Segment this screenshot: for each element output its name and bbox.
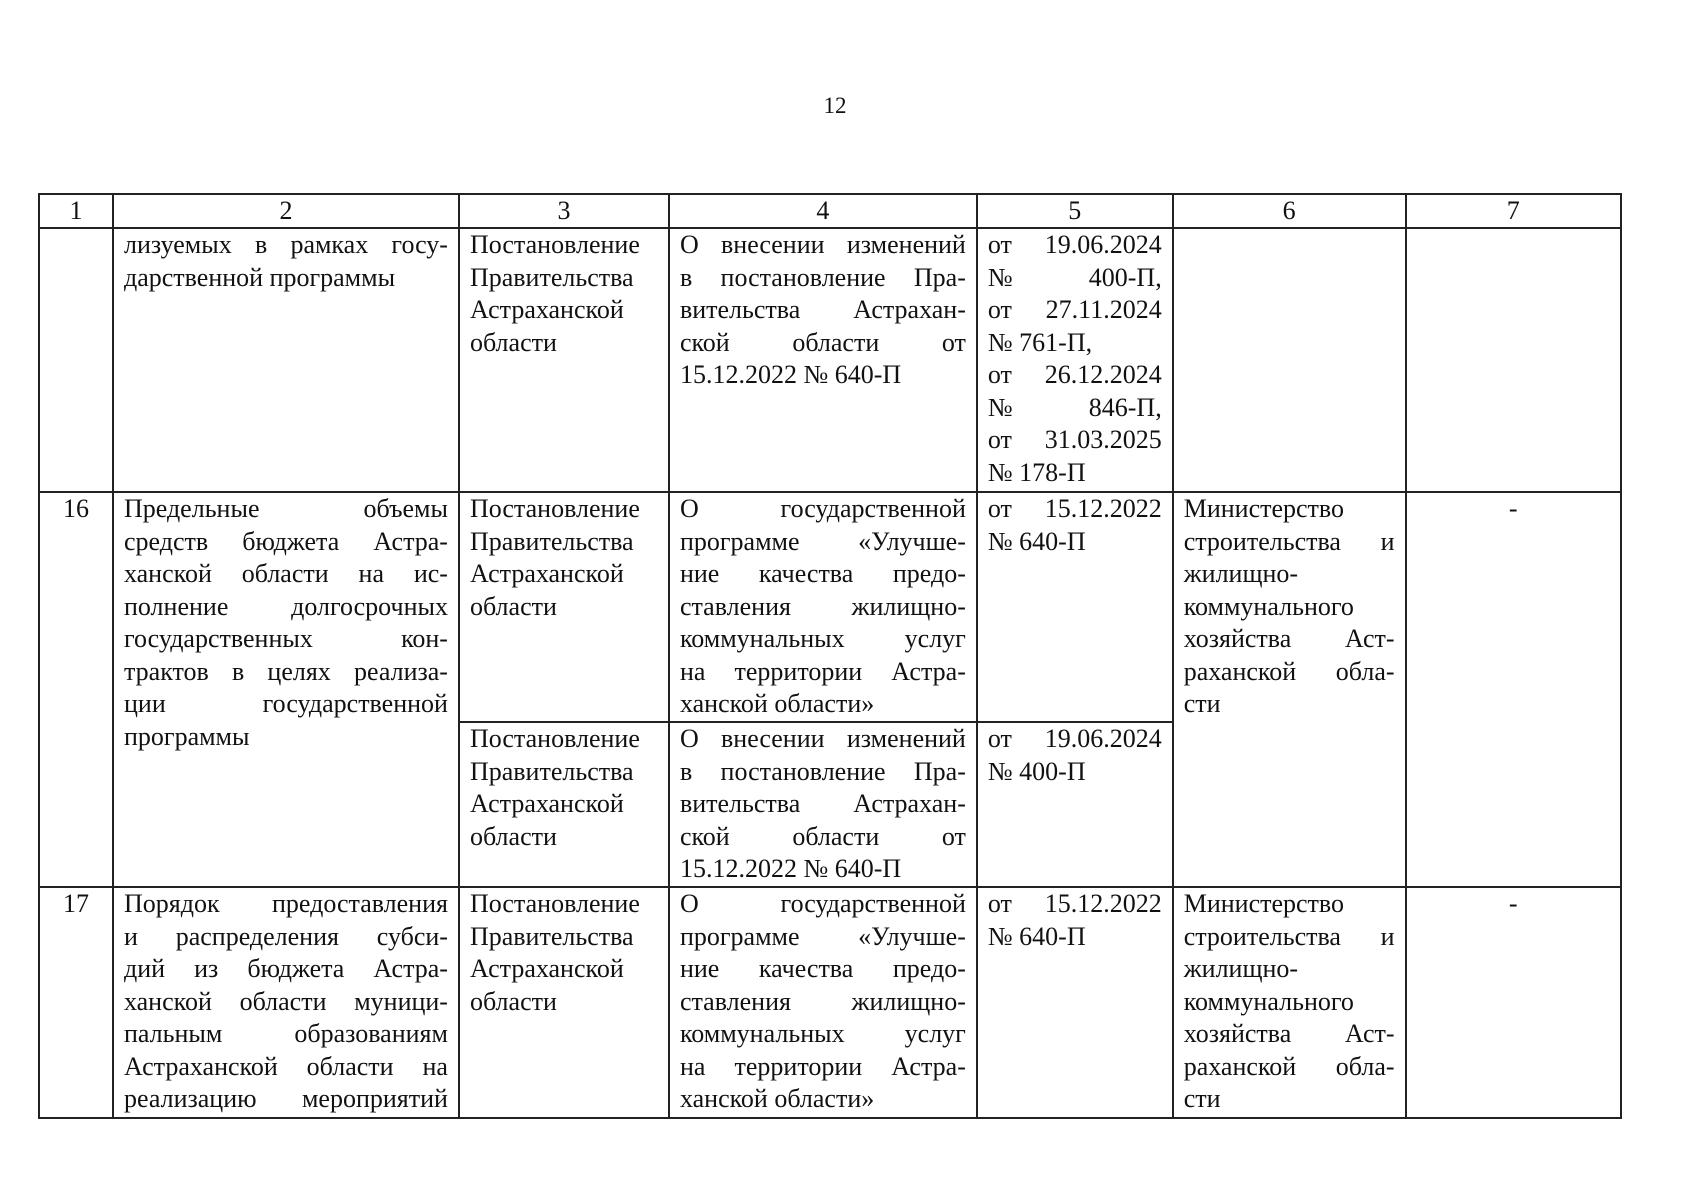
text-line: ханской области на ис- [123,559,448,588]
text-line: хозяйства Аст- [1183,624,1395,653]
text-line: государственных кон- [123,624,448,653]
text-line: ханской области муници- [123,986,448,1016]
text-line: № 400-П [987,756,1086,786]
text-line: Астраханской области на [123,1051,448,1081]
text-line: ской области от [679,821,966,851]
text-line: программы [123,721,250,751]
text-line: трактов в целях реализа- [123,656,448,686]
text-line: Предельные объемы [123,494,448,523]
header-cell-5: 5 [977,194,1173,228]
text-line: жилищно- [1183,559,1299,588]
text-line: Астраханской [469,295,624,324]
header-cell-4: 4 [669,194,977,228]
text-line: на территории Астра- [679,656,966,686]
text-line: вительства Астрахан- [679,295,966,324]
row16b-act-title-cell [669,722,977,887]
table-row-16 [39,492,1621,722]
cont-responsible-cell [1173,228,1406,492]
text-line: О внесении изменений [679,724,966,753]
header-cell-2: 2 [113,194,459,228]
row17-subject-cell [113,887,459,1118]
cont-num-cell [39,228,113,492]
row17-note-cell: - [1406,887,1621,1118]
text-line: средств бюджета Астра- [123,526,448,556]
row16-subject-cell [113,492,459,887]
text-line: хозяйства Аст- [1183,1019,1395,1048]
text-line: сти [1183,689,1221,718]
text-line: программе «Улучше- [679,921,966,951]
text-line: № 640-П [987,921,1086,951]
text-line: № 846-П, [987,392,1162,422]
text-line: дарственной программы [123,262,396,292]
text-line: О государственной [679,889,966,918]
cont-subject-cell [113,228,459,492]
text-line: ние качества предо- [679,954,966,983]
text-line: Астраханской [469,789,624,818]
row17-responsible-cell [1173,887,1406,1118]
header-cell-3: 3 [459,194,669,228]
text-line: сти [1183,1084,1221,1113]
text-line: Правительства [469,756,634,786]
text-line: реализацию мероприятий [123,1084,448,1113]
text-line: и распределения субси- [123,921,448,951]
header-cell-7: 7 [1406,194,1621,228]
text-line: области [469,327,557,357]
text-line: ставления жилищно- [679,986,966,1016]
text-line: от 27.11.2024 [987,295,1162,324]
header-cell-1: 1 [39,194,113,228]
text-line: в постановление Пра- [679,262,966,292]
text-line: коммунальных услуг [679,1019,966,1048]
text-line: коммунальных услуг [679,624,966,653]
text-line: раханской обла- [1183,1051,1395,1081]
text-line: Правительства [469,921,634,951]
text-line: ской области от [679,327,966,357]
text-line: в постановление Пра- [679,756,966,786]
row17-act-title-cell [669,887,977,1118]
text-line: от 19.06.2024 [987,724,1162,753]
text-line: от 26.12.2024 [987,360,1162,389]
text-line: 15.12.2022 № 640-П [679,854,902,883]
text-line: полнение долгосрочных [123,591,448,621]
document-table [38,193,1622,1119]
row-number-16: 16 [39,492,113,887]
text-line: Астраханской [469,559,624,588]
cont-act-type-cell [459,228,669,492]
text-line: жилищно- [1183,954,1299,983]
table-row-continuation [39,228,1621,492]
text-line: № 640-П [987,526,1086,556]
text-line: ние качества предо- [679,559,966,588]
text-line: раханской обла- [1183,656,1395,686]
row16b-act-type-cell [459,722,669,887]
text-line: Постановление [469,724,640,753]
text-line: области [469,986,557,1016]
row16-act-date-cell [977,492,1173,722]
row17-act-type-cell [459,887,669,1118]
text-line: ставления жилищно- [679,591,966,621]
cont-act-date-cell [977,228,1173,492]
text-line: Министерство [1183,889,1345,918]
table-header-row [39,194,1621,228]
text-line: на территории Астра- [679,1051,966,1081]
text-line: ханской области» [679,1084,875,1113]
text-line: Правительства [469,262,634,292]
text-line: О государственной [679,494,966,523]
row16-responsible-cell [1173,492,1406,887]
text-line: от 15.12.2022 [987,494,1162,523]
text-line: пальным образованиям [123,1019,448,1048]
text-line: области [469,591,557,621]
text-line: строительства и [1183,921,1395,951]
text-line: вительства Астрахан- [679,789,966,818]
row-number-17: 17 [39,887,113,1118]
text-line: лизуемых в рамках госу- [123,230,448,259]
text-line: коммунального [1183,986,1354,1016]
row16-act-title-cell [669,492,977,722]
text-line: Министерство [1183,494,1345,523]
text-line: № 400-П, [987,262,1162,292]
text-line: № 178-П [987,457,1086,487]
text-line: программе «Улучше- [679,526,966,556]
text-line: коммунального [1183,591,1354,621]
text-line: от 31.03.2025 [987,425,1162,454]
text-line: области [469,821,557,851]
header-cell-6: 6 [1173,194,1406,228]
text-line: Правительства [469,526,634,556]
text-line: Порядок предоставления [123,889,448,918]
text-line: ции государственной [123,689,448,718]
cont-act-title-cell [669,228,977,492]
text-line: № 761-П, [987,327,1093,357]
text-line: Постановление [469,230,640,259]
row17-act-date-cell [977,887,1173,1118]
text-line: О внесении изменений [679,230,966,259]
text-line: Постановление [469,494,640,523]
table-row-17 [39,887,1621,1118]
text-line: Астраханской [469,954,624,983]
row16-note-cell: - [1406,492,1621,887]
row16-act-type-cell [459,492,669,722]
text-line: Постановление [469,889,640,918]
text-line: дий из бюджета Астра- [123,954,448,983]
cont-note-cell [1406,228,1621,492]
text-line: ханской области» [679,689,875,718]
text-line: 15.12.2022 № 640-П [679,360,902,389]
row16b-act-date-cell [977,722,1173,887]
text-line: от 15.12.2022 [987,889,1162,918]
text-line: от 19.06.2024 [987,230,1162,259]
page-number: 12 [823,93,847,118]
text-line: строительства и [1183,526,1395,556]
